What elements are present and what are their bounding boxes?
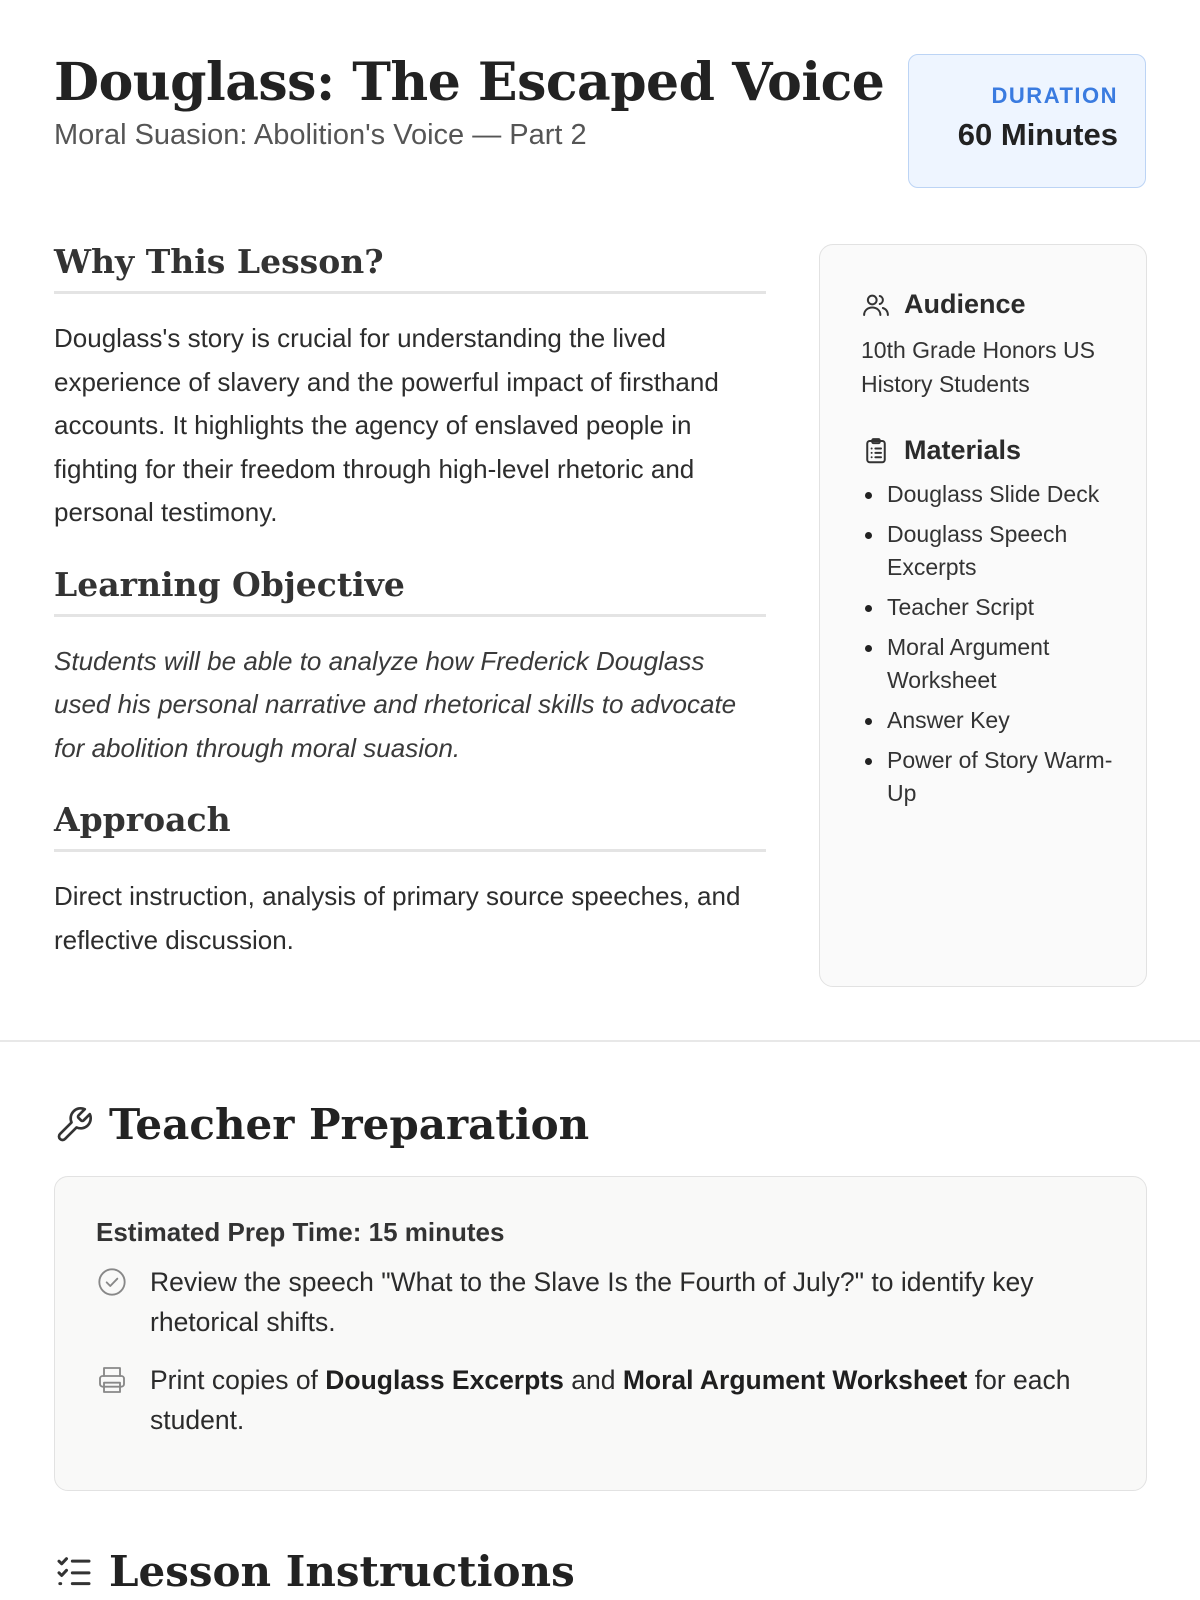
prep-card: [54, 1176, 1147, 1491]
teacher-prep-heading: Teacher Preparation: [109, 1100, 590, 1149]
audience-text: 10th Grade Honors US History Students: [861, 337, 1095, 397]
why-body: Douglass's story is crucial for understanding the lived experience of slavery and the powerful impact of firsthand accounts. It highlights the agency of enslaved people in fighting for their freedom through high-level rhetoric and personal testimony.: [54, 323, 719, 527]
prep-item-print: [96, 1360, 1106, 1440]
list-item: Answer Key: [861, 704, 1116, 737]
list-item: Moral Argument Worksheet: [861, 631, 1116, 697]
lesson-instructions-heading: Lesson Instructions: [109, 1547, 575, 1596]
prep-item-text: Review the speech "What to the Slave Is the Fourth of July?" to identify key rhetorical shifts.: [150, 1267, 1034, 1337]
list-item: Power of Story Warm-Up: [861, 744, 1116, 810]
objective-heading: Learning Objective: [54, 565, 766, 617]
audience-heading: Audience: [904, 289, 1026, 319]
prep-text-part: and: [563, 1365, 623, 1395]
lesson-overview: [54, 242, 766, 992]
audience-header: [861, 289, 1116, 320]
section-divider: [0, 1040, 1200, 1042]
lesson-instructions-header: [54, 1547, 575, 1596]
prep-item-text: [150, 1360, 1106, 1440]
objective-body: Students will be able to analyze how Frederick Douglass used his personal narrative and rhetorical skills to advocate for abolition through moral suasion.: [54, 645, 737, 763]
duration-badge: [908, 54, 1146, 188]
materials-list: [861, 478, 1116, 810]
prep-text-part: Print copies of: [150, 1365, 326, 1395]
duration-value: 60 Minutes: [957, 117, 1118, 152]
prep-text-part: for each student.: [150, 1365, 1071, 1435]
list-item: Douglass Speech Excerpts: [861, 518, 1116, 584]
wrench-icon: [54, 1105, 94, 1145]
users-icon: [861, 290, 891, 320]
prep-item-review: [96, 1262, 1106, 1342]
check-circle-icon: [96, 1266, 128, 1298]
prep-time: Estimated Prep Time: 15 minutes: [96, 1217, 505, 1247]
approach-heading: Approach: [54, 800, 766, 852]
prep-text-bold: Moral Argument Worksheet: [622, 1365, 968, 1395]
printer-icon: [96, 1364, 128, 1396]
page-title: Douglass: The Escaped Voice: [54, 52, 885, 113]
prep-text-bold: Douglass Excerpts: [325, 1365, 564, 1395]
checklist-icon: [54, 1552, 94, 1592]
page-subtitle: Moral Suasion: Abolition's Voice — Part 2: [54, 119, 587, 151]
teacher-prep-header: [54, 1100, 589, 1149]
list-item: Teacher Script: [861, 591, 1116, 624]
clipboard-icon: [861, 436, 891, 466]
duration-label: DURATION: [991, 83, 1118, 108]
lesson-sidebar: [819, 244, 1147, 987]
materials-header: [861, 435, 1116, 466]
approach-body: Direct instruction, analysis of primary source speeches, and reflective discussion.: [54, 881, 741, 955]
why-heading: Why This Lesson?: [54, 242, 766, 294]
materials-heading: Materials: [904, 435, 1022, 465]
list-item: Douglass Slide Deck: [861, 478, 1116, 511]
